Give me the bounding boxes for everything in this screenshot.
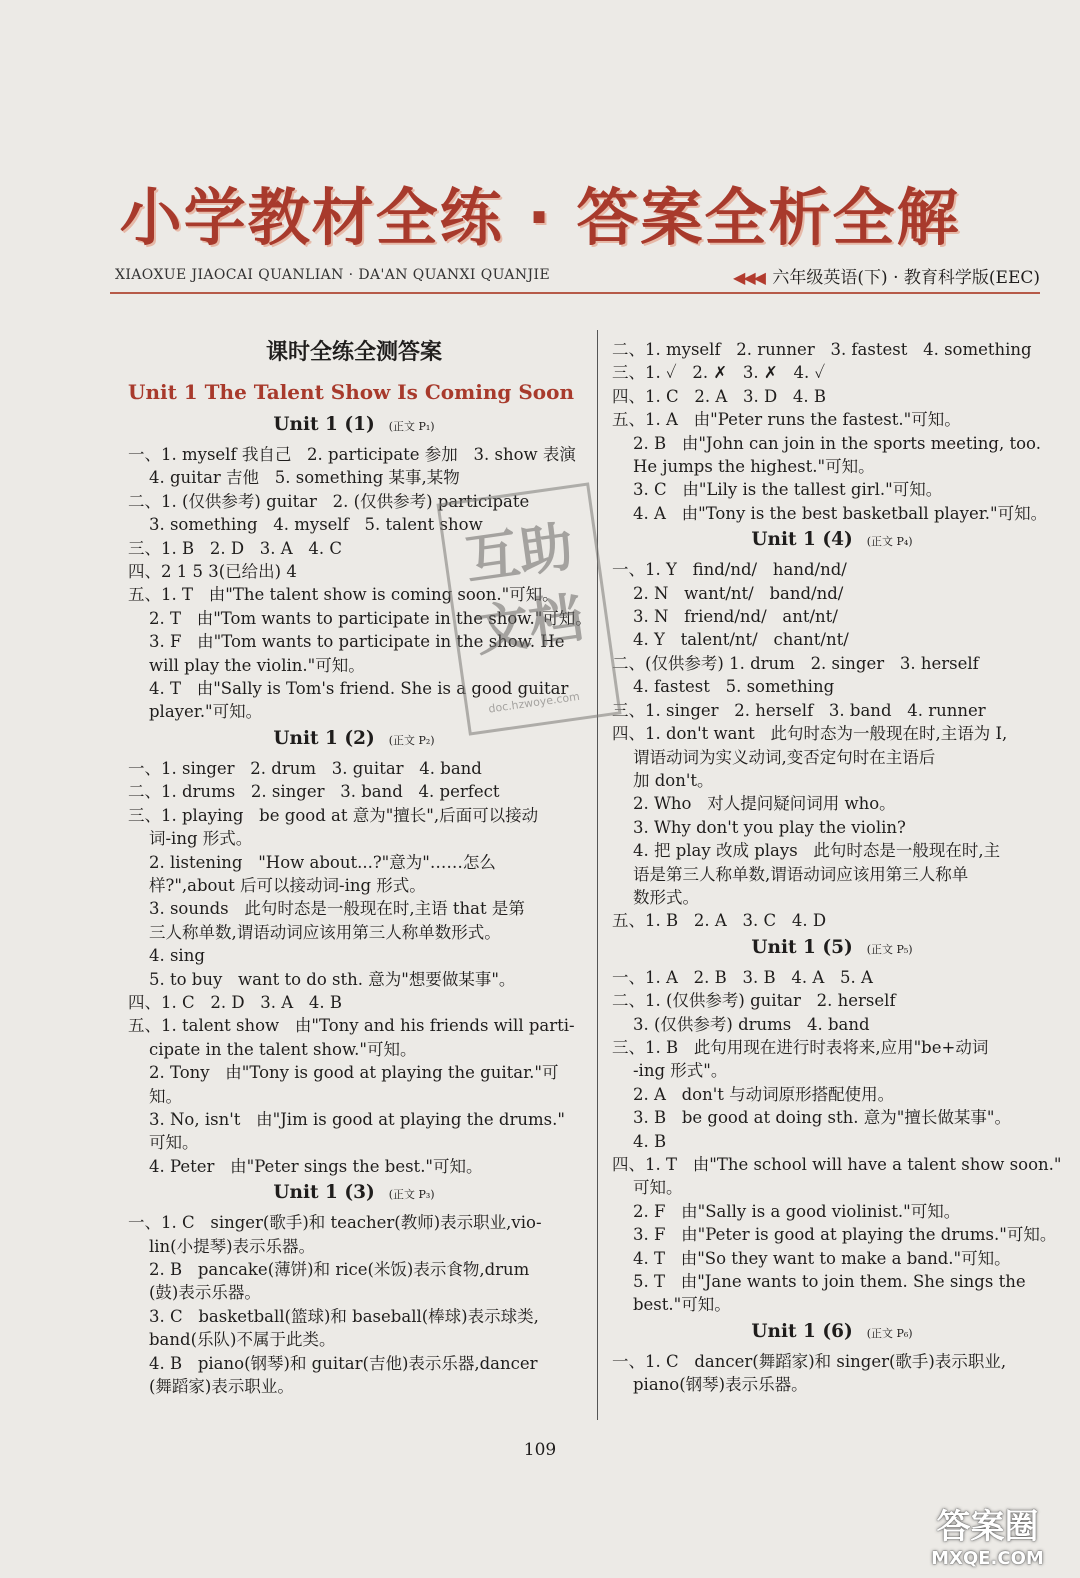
answer-line: 词-ing 形式。 <box>128 829 253 849</box>
site-watermark <box>900 1506 1075 1576</box>
lesson-heading <box>612 935 1052 963</box>
answer-line: 三人称单数,谓语动词应该用第三人称单数形式。 <box>128 922 501 942</box>
answer-line: 2. F 由"Sally is a good violinist."可知。 <box>612 1201 961 1221</box>
answer-line: 3. C basketball(篮球)和 baseball(棒球)表示球类, <box>128 1306 539 1326</box>
answer-line: best."可知。 <box>612 1295 731 1315</box>
textbook-page-ref: (正文 P₃) <box>388 1188 435 1202</box>
answer-line: 可知。 <box>128 1133 199 1153</box>
answer-line: 知。 <box>128 1086 182 1106</box>
book-title: 小学教材全练 · 答案全析全解 <box>119 181 961 254</box>
answer-line: 3. C 由"Lily is the tallest girl."可知。 <box>612 480 943 500</box>
answer-line: piano(钢琴)表示乐器。 <box>612 1375 808 1395</box>
answer-line: 2. Who 对人提问疑问词用 who。 <box>612 794 896 814</box>
answer-line: 3. N friend/nd/ ant/nt/ <box>612 607 838 627</box>
answer-line: 三、1. B 2. D 3. A 4. C <box>128 538 343 558</box>
answer-line: 四、1. don't want 此句时态为一般现在时,主语为 I, <box>612 724 1008 744</box>
answer-line: 4. Y talent/nt/ chant/nt/ <box>612 630 849 650</box>
answer-line: 2. A don't 与动词原形搭配使用。 <box>612 1084 895 1104</box>
answer-line: 4. T 由"Sally is Tom's friend. She is a good guitar <box>128 679 569 699</box>
answer-line: 五、1. A 由"Peter runs the fastest."可知。 <box>612 410 961 430</box>
answer-line: 3. sounds 此句时态是一般现在时,主语 that 是第 <box>128 899 525 919</box>
answer-line: 一、1. A 2. B 3. B 4. A 5. A <box>612 967 873 987</box>
header-divider <box>110 292 1040 294</box>
answer-line: 4. A 由"Tony is the best basketball player."可知。 <box>612 503 1048 523</box>
answer-line: 一、1. singer 2. drum 3. guitar 4. band <box>128 758 482 778</box>
lesson-title: Unit 1 (6) <box>751 1320 853 1342</box>
answer-line: 2. B 由"John can join in the sports meeting, too. <box>612 433 1041 453</box>
answer-line: 4. B <box>612 1131 667 1151</box>
lesson-heading <box>612 527 1052 555</box>
answer-line: He jumps the highest."可知。 <box>612 457 875 477</box>
stamp-url: doc.hzwoye.com <box>487 689 581 716</box>
arrow-icon: ◀◀◀ <box>733 267 764 287</box>
answer-line: 3. F 由"Peter is good at playing the drums."可知。 <box>612 1225 1057 1245</box>
watermark-logo-text: 答案圈 <box>936 1507 1039 1547</box>
answer-line: 4. Peter 由"Peter sings the best."可知。 <box>128 1156 483 1176</box>
lesson-heading <box>128 1180 580 1208</box>
answer-line: player."可知。 <box>128 702 263 722</box>
answer-line: 4. sing <box>128 946 205 966</box>
answer-line: 3. Why don't you play the violin? <box>612 817 906 837</box>
answer-line: 四、1. C 2. A 3. D 4. B <box>612 386 827 406</box>
edition-block <box>733 263 1040 288</box>
lesson-title: Unit 1 (5) <box>751 936 853 958</box>
answer-line: 谓语动词为实义动词,变否定句时在主语后 <box>612 747 936 767</box>
answer-line: 二、1. (仅供参考) guitar 2. herself <box>612 991 896 1011</box>
answer-line: 3. F 由"Tom wants to participate in the show. He <box>128 632 565 652</box>
answer-line: 3. something 4. myself 5. talent show <box>128 515 483 535</box>
answer-line: 2. T 由"Tom wants to participate in the show."可知。 <box>128 608 592 628</box>
page-number: 109 <box>523 1440 557 1460</box>
answer-line: lin(小提琴)表示乐器。 <box>128 1236 316 1256</box>
answer-line: 4. 把 play 改成 plays 此句时态是一般现在时,主 <box>612 841 1001 861</box>
answer-line: 2. Tony 由"Tony is good at playing the guitar."可 <box>128 1063 559 1083</box>
answer-line: 三、1. singer 2. herself 3. band 4. runner <box>612 700 986 720</box>
answer-line: 5. to buy want to do sth. 意为"想要做某事"。 <box>128 969 516 989</box>
answer-line: 二、1. myself 2. runner 3. fastest 4. something <box>612 340 1032 359</box>
answer-line: 五、1. T 由"The talent show is coming soon."可知。 <box>128 585 559 605</box>
answer-line: 三、1. playing be good at 意为"擅长",后面可以接动 <box>128 805 539 825</box>
edition-label: 六年级英语(下) · 教育科学版(EEC) <box>772 267 1040 288</box>
answer-line: 二、(仅供参考) 1. drum 2. singer 3. herself <box>612 653 979 673</box>
textbook-page-ref: (正文 P₅) <box>866 942 913 956</box>
answer-line: -ing 形式"。 <box>612 1061 728 1081</box>
answer-line: 3. B be good at doing sth. 意为"擅长做某事"。 <box>612 1108 1011 1128</box>
lesson-title: Unit 1 (4) <box>751 529 853 551</box>
pinyin-title: XIAOXUE JIAOCAI QUANLIAN · DA'AN QUANXI QUANJIE <box>115 267 551 283</box>
answer-line: 一、1. Y find/nd/ hand/nd/ <box>612 560 847 580</box>
answer-line: will play the violin."可知。 <box>128 655 365 675</box>
answer-line: band(乐队)不属于此类。 <box>128 1330 336 1350</box>
lesson-title: Unit 1 (2) <box>273 727 375 749</box>
answer-line: 二、1. drums 2. singer 3. band 4. perfect <box>128 782 500 802</box>
answer-line: 可知。 <box>612 1178 683 1198</box>
answer-line: 一、1. C dancer(舞蹈家)和 singer(歌手)表示职业, <box>612 1351 1007 1371</box>
textbook-page-ref: (正文 P₄) <box>866 535 913 549</box>
stamp-watermark <box>436 482 621 735</box>
lesson-title: Unit 1 (3) <box>273 1182 375 1204</box>
lesson-heading <box>128 726 580 754</box>
textbook-page-ref: (正文 P₆) <box>866 1326 913 1340</box>
answer-line: 3. (仅供参考) drums 4. band <box>612 1014 870 1034</box>
answer-line: (舞蹈家)表示职业。 <box>128 1377 294 1397</box>
answer-line: 五、1. talent show 由"Tony and his friends will parti- <box>128 1016 575 1036</box>
answer-line: 4. T 由"So they want to make a band."可知。 <box>612 1248 1011 1268</box>
answer-line: 2. N want/nt/ band/nd/ <box>612 583 844 603</box>
answer-line: 2. listening "How about...?"意为"……怎么 <box>128 852 496 872</box>
lesson-heading <box>612 1319 1052 1347</box>
answer-line: 4. B piano(钢琴)和 guitar(吉他)表示乐器,dancer <box>128 1353 538 1373</box>
answer-line: cipate in the talent show."可知。 <box>128 1039 417 1059</box>
answer-line: 4. guitar 吉他 5. something 某事,某物 <box>128 468 460 488</box>
answer-line: 五、1. B 2. A 3. C 4. D <box>612 911 827 931</box>
answer-line: 四、1. T 由"The school will have a talent show soon." <box>612 1155 1062 1174</box>
right-column <box>612 338 1062 1397</box>
answer-line: 数形式。 <box>612 887 699 907</box>
textbook-page-ref: (正文 P₁) <box>388 420 435 433</box>
answer-line: 语是第三人称单数,谓语动词应该用第三人称单 <box>612 864 969 884</box>
lesson-title: Unit 1 (1) <box>273 414 375 435</box>
answer-line: (鼓)表示乐器。 <box>128 1283 261 1303</box>
answer-line: 四、2 1 5 3(已给出) 4 <box>128 562 297 582</box>
section-title: 课时全练全测答案 <box>265 340 442 365</box>
answer-line: 加 don't。 <box>612 770 714 790</box>
answer-line: 三、1. ✓ 2. ✗ 3. ✗ 4. ✓ <box>612 363 826 383</box>
answer-line: 四、1. C 2. D 3. A 4. B <box>128 992 343 1012</box>
answer-line: 样?",about 后可以接动词-ing 形式。 <box>128 875 426 895</box>
unit-banner: Unit 1 The Talent Show Is Coming Soon <box>128 380 575 404</box>
watermark-domain: MXQE.COM <box>931 1548 1044 1569</box>
answer-line: 5. T 由"Jane wants to join them. She sings the <box>612 1272 1026 1292</box>
answer-line: 三、1. B 此句用现在进行时表将来,应用"be+动词 <box>612 1037 989 1057</box>
answer-line: 一、1. C singer(歌手)和 teacher(教师)表示职业,vio- <box>128 1213 542 1233</box>
header-subline <box>115 262 1040 288</box>
answer-line: 4. fastest 5. something <box>612 677 835 697</box>
answer-line: 一、1. myself 我自己 2. participate 参加 3. show 表演 <box>128 445 576 464</box>
answer-line: 二、1. (仅供参考) guitar 2. (仅供参考) participate <box>128 491 530 511</box>
lesson-heading <box>128 412 580 440</box>
stamp-text: 互助文档 <box>461 514 588 664</box>
column-divider <box>597 330 598 1420</box>
answer-line: 2. B pancake(薄饼)和 rice(米饭)表示食物,drum <box>128 1260 530 1279</box>
textbook-page-ref: (正文 P₂) <box>388 733 435 747</box>
answer-line: 3. No, isn't 由"Jim is good at playing the drums." <box>128 1109 565 1129</box>
